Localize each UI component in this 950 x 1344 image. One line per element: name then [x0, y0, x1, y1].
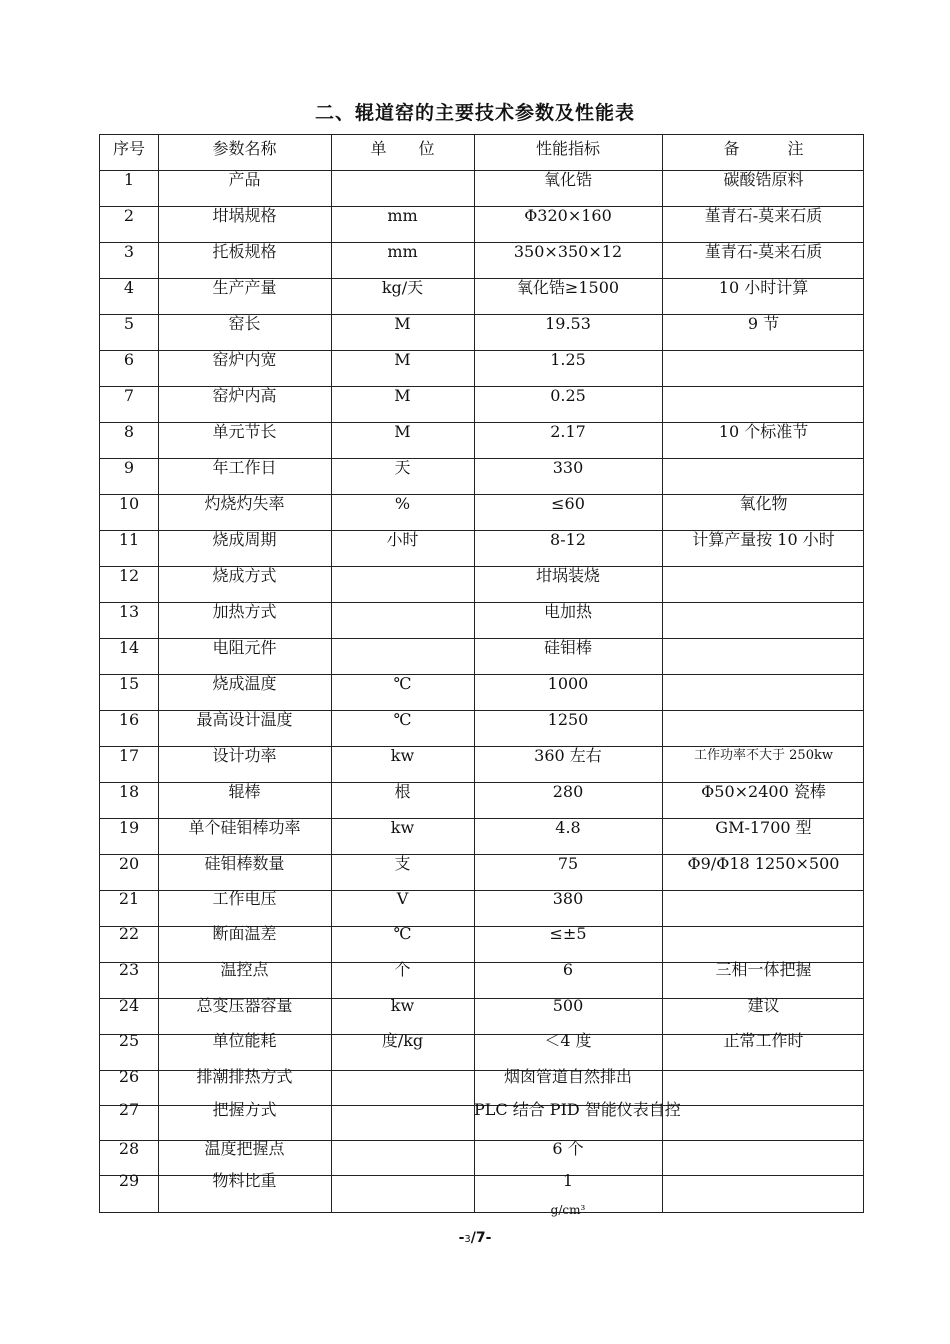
cell-value: 8-12: [550, 530, 586, 549]
cell-name: 单位能耗: [212, 1031, 277, 1050]
cell-unit: V: [396, 889, 409, 908]
cell-value: 1.25: [550, 350, 586, 369]
cell-note: Φ9/Φ18 1250×500: [687, 854, 840, 873]
cell-unit: ℃: [393, 710, 412, 729]
cell-unit: 度/kg: [381, 1031, 424, 1050]
cell-name: 把握方式: [212, 1100, 277, 1119]
cell-no: 14: [118, 638, 140, 657]
cell-name: 窑长: [228, 314, 261, 333]
cell-no: 5: [123, 314, 135, 333]
cell-name: 设计功率: [212, 746, 277, 765]
cell-name: 烧成温度: [212, 674, 277, 693]
cell-no: 3: [123, 242, 135, 261]
cell-note: 9 节: [747, 314, 780, 333]
cell-value: ＜4 度: [544, 1031, 592, 1050]
cell-value: 硅钼棒: [543, 638, 592, 657]
cell-name: 窑炉内宽: [212, 350, 277, 369]
cell-note: Φ50×2400 瓷棒: [701, 782, 826, 801]
cell-no: 18: [118, 782, 140, 801]
page-number-current: 3: [464, 1234, 471, 1245]
cell-value: Φ320×160: [524, 206, 612, 225]
cell-value: 350×350×12: [513, 242, 623, 261]
cell-note: 10 个标准节: [718, 422, 809, 441]
cell-value: 烟囱管道自然排出: [503, 1067, 632, 1086]
cell-no: 21: [118, 889, 140, 908]
cell-unit: kw: [390, 818, 415, 837]
cell-name: 托板规格: [212, 242, 277, 261]
cell-name: 温控点: [220, 960, 269, 979]
cell-no: 17: [118, 746, 140, 765]
table-top-border: [100, 134, 863, 135]
density-unit: g/cm³: [550, 1203, 586, 1217]
cell-unit: 小时: [386, 530, 419, 549]
cell-value: 0.25: [550, 386, 586, 405]
cell-value: 坩埚装烧: [535, 566, 600, 585]
cell-name: 物料比重: [212, 1171, 277, 1190]
cell-name: 烧成方式: [212, 566, 277, 585]
header-no: 序号: [112, 139, 145, 158]
cell-no: 19: [118, 818, 140, 837]
header-note: 备 注: [723, 139, 804, 158]
cell-no: 12: [118, 566, 140, 585]
cell-no: 2: [123, 206, 135, 225]
cell-unit: M: [394, 386, 411, 405]
cell-note: 建议: [747, 996, 780, 1015]
cell-value: 6 个: [552, 1139, 584, 1158]
cell-name: 温度把握点: [204, 1139, 285, 1158]
cell-unit: 根: [394, 782, 411, 801]
cell-value: 氧化锆: [543, 170, 592, 189]
cell-no: 13: [118, 602, 140, 621]
cell-unit: kw: [390, 996, 415, 1015]
cell-no: 25: [118, 1031, 140, 1050]
cell-name: 产品: [228, 170, 261, 189]
cell-unit: 天: [394, 458, 411, 477]
cell-note: 碳酸锆原料: [723, 170, 804, 189]
header-name: 参数名称: [212, 139, 277, 158]
cell-value: 氧化锆≥1500: [516, 278, 620, 297]
cell-no: 28: [118, 1139, 140, 1158]
page-number-total: /7-: [470, 1230, 492, 1246]
cell-note: 工作功率不大于 250kw: [694, 748, 833, 763]
cell-no: 15: [118, 674, 140, 693]
cell-name: 电阻元件: [212, 638, 277, 657]
cell-name: 硅钼棒数量: [204, 854, 285, 873]
parameter-table: [99, 134, 864, 1217]
cell-name: 单个硅钼棒功率: [188, 818, 301, 837]
cell-name: 工作电压: [212, 889, 277, 908]
cell-no: 22: [118, 924, 140, 943]
cell-value: 电加热: [543, 602, 592, 621]
cell-name: 最高设计温度: [196, 710, 293, 729]
cell-name: 灼烧灼失率: [204, 494, 285, 513]
cell-unit: M: [394, 314, 411, 333]
cell-note: 堇青石-莫来石质: [704, 206, 823, 225]
cell-no: 23: [118, 960, 140, 979]
cell-note: 氧化物: [739, 494, 788, 513]
cell-no: 29: [118, 1171, 140, 1190]
cell-value: 75: [557, 854, 579, 873]
cell-no: 1: [123, 170, 135, 189]
cell-value: ≤±5: [549, 924, 587, 943]
cell-note: 正常工作时: [723, 1031, 804, 1050]
cell-unit: ℃: [393, 674, 412, 693]
cell-no: 4: [123, 278, 135, 297]
cell-name: 排潮排热方式: [196, 1067, 293, 1086]
cell-unit: %: [394, 494, 411, 513]
cell-name: 断面温差: [212, 924, 277, 943]
cell-value: 4.8: [555, 818, 581, 837]
cell-name: 烧成周期: [212, 530, 277, 549]
cell-unit: 个: [394, 960, 411, 979]
cell-no: 9: [123, 458, 135, 477]
cell-note: 计算产量按 10 小时: [692, 530, 835, 549]
cell-value: 1: [562, 1171, 574, 1190]
header-value: 性能指标: [535, 139, 600, 158]
page-title: 二、辊道窑的主要技术参数及性能表: [314, 102, 635, 124]
cell-unit: M: [394, 350, 411, 369]
header-unit: 单 位: [370, 139, 435, 158]
cell-note: 堇青石-莫来石质: [704, 242, 823, 261]
cell-value: 380: [552, 889, 584, 908]
cell-note: 三相一体把握: [715, 960, 812, 979]
cell-name: 总变压器容量: [196, 996, 293, 1015]
cell-name: 辊棒: [228, 782, 261, 801]
cell-value: 280: [552, 782, 584, 801]
cell-unit: kw: [390, 746, 415, 765]
cell-value: 1250: [547, 710, 589, 729]
cell-no: 10: [118, 494, 140, 513]
cell-value: ≤60: [551, 494, 585, 513]
cell-value: 1000: [547, 674, 589, 693]
cell-name: 坩埚规格: [212, 206, 277, 225]
cell-name: 单元节长: [212, 422, 277, 441]
cell-value: PLC 结合 PID 智能仪表自控: [474, 1100, 681, 1119]
cell-no: 6: [123, 350, 135, 369]
cell-value: 19.53: [545, 314, 591, 333]
cell-no: 16: [118, 710, 140, 729]
cell-no: 8: [123, 422, 135, 441]
cell-value: 6: [562, 960, 574, 979]
cell-name: 生产产量: [212, 278, 277, 297]
cell-name: 窑炉内高: [212, 386, 277, 405]
cell-name: 加热方式: [212, 602, 277, 621]
cell-unit: mm: [387, 242, 418, 261]
cell-value: 330: [552, 458, 584, 477]
cell-name: 年工作日: [212, 458, 277, 477]
cell-unit: kg/天: [381, 278, 424, 297]
cell-no: 26: [118, 1067, 140, 1086]
cell-unit: ℃: [393, 924, 412, 943]
cell-unit: M: [394, 422, 411, 441]
page-number: [0, 1230, 950, 1246]
cell-unit: 支: [394, 854, 411, 873]
cell-value: 500: [552, 996, 584, 1015]
cell-note: 10 小时计算: [718, 278, 809, 297]
cell-no: 20: [118, 854, 140, 873]
cell-value: 2.17: [550, 422, 586, 441]
cell-no: 7: [123, 386, 135, 405]
cell-no: 11: [118, 530, 140, 549]
cell-no: 24: [118, 996, 140, 1015]
cell-no: 27: [118, 1100, 140, 1119]
cell-unit: mm: [387, 206, 418, 225]
cell-value: 360 左右: [534, 746, 602, 765]
cell-note: GM-1700 型: [715, 818, 812, 837]
page-number-prefix: -: [458, 1230, 465, 1246]
